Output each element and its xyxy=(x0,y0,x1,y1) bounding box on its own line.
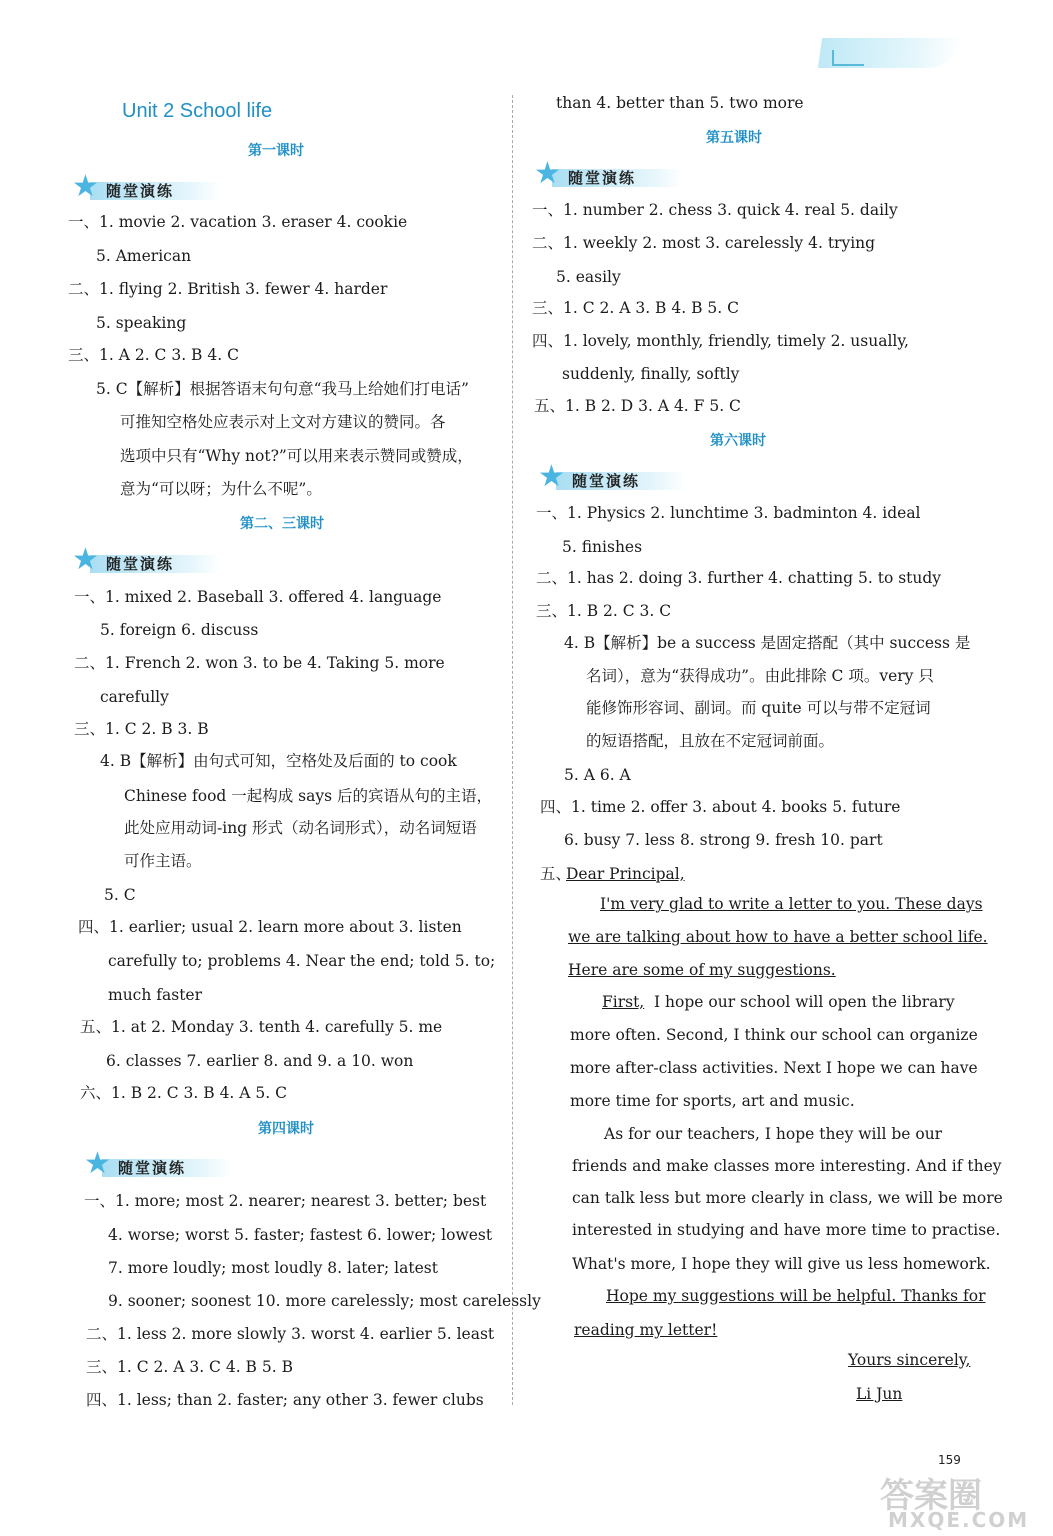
section-header xyxy=(84,1146,234,1181)
watermark-bottom: MXQE.COM xyxy=(888,1508,1030,1532)
answer-line: 三、1. C 2. B 3. B xyxy=(74,720,209,738)
section-header xyxy=(538,459,688,494)
watermark xyxy=(880,1468,1040,1532)
section-label: 随堂演练 xyxy=(572,472,641,490)
answer-line: 选项中只有“Why not?”可以用来表示赞同或赞成， xyxy=(120,447,473,465)
section-label: 随堂演练 xyxy=(568,169,637,187)
answer-line: 三、1. A 2. C 3. B 4. C xyxy=(68,346,239,364)
section-label: 随堂演练 xyxy=(106,182,175,200)
answer-line: 的短语搭配，且放在不定冠词前面。 xyxy=(586,732,835,750)
letter-line: I hope our school will open the library xyxy=(654,993,955,1011)
answer-line: 一、1. mixed 2. Baseball 3. offered 4. language xyxy=(74,588,442,606)
answer-line: 4. B【解析】be a success 是固定搭配（其中 success 是 xyxy=(564,634,971,652)
letter-signature: Li Jun xyxy=(856,1385,903,1403)
letter-line: friends and make classes more interesting. And if they xyxy=(572,1157,1002,1175)
header-decoration-line xyxy=(832,50,864,66)
answer-line: suddenly, finally, softly xyxy=(562,365,740,383)
answer-line: 5. finishes xyxy=(562,538,643,556)
letter-line: reading my letter! xyxy=(574,1321,718,1339)
answer-line: 一、1. number 2. chess 3. quick 4. real 5. daily xyxy=(532,201,898,219)
letter-line: can talk less but more clearly in class, we will be more xyxy=(572,1189,1003,1207)
answer-line: than 4. better than 5. two more xyxy=(556,94,804,112)
star-icon: ★ xyxy=(72,542,99,577)
answer-line: 此处应用动词-ing 形式（动名词形式），动名词短语 xyxy=(124,819,477,837)
answer-line: 一、1. movie 2. vacation 3. eraser 4. cookie xyxy=(68,213,408,231)
column-divider xyxy=(512,95,513,1405)
letter-closing: Yours sincerely, xyxy=(848,1351,971,1369)
watermark-top: 答案圈 xyxy=(880,1476,982,1516)
answer-line: 6. classes 7. earlier 8. and 9. a 10. won xyxy=(106,1052,414,1070)
answer-line: 可推知空格处应表示对上文对方建议的赞同。各 xyxy=(120,413,446,431)
answer-line: 5. C xyxy=(104,886,136,904)
answer-line: 六、1. B 2. C 3. B 4. A 5. C xyxy=(80,1084,287,1102)
answer-line: 四、1. time 2. offer 3. about 4. books 5. future xyxy=(540,798,901,816)
page-number: 159 xyxy=(938,1453,961,1467)
answer-line: 5. easily xyxy=(556,268,621,286)
letter-line: more time for sports, art and music. xyxy=(570,1092,855,1110)
answer-line: 5. American xyxy=(96,247,192,265)
star-icon: ★ xyxy=(84,1146,111,1181)
answer-line: 一、1. Physics 2. lunchtime 3. badminton 4. ideal xyxy=(536,504,921,522)
answer-line: 二、1. French 2. won 3. to be 4. Taking 5. more xyxy=(74,654,445,672)
letter-line: more after-class activities. Next I hope we can have xyxy=(570,1059,978,1077)
answer-line: carefully to; problems 4. Near the end; told 5. to; xyxy=(108,952,496,970)
answer-line: 6. busy 7. less 8. strong 9. fresh 10. part xyxy=(564,831,883,849)
letter-line: What's more, I hope they will give us less homework. xyxy=(572,1255,991,1273)
letter-line: interested in studying and have more time to practise. xyxy=(572,1221,1001,1239)
answer-line: 四、1. earlier; usual 2. learn more about 3. listen xyxy=(78,918,462,936)
letter-line: Here are some of my suggestions. xyxy=(568,961,836,979)
answer-line: 7. more loudly; most loudly 8. later; latest xyxy=(108,1259,438,1277)
section-header xyxy=(72,169,222,204)
answer-line: Chinese food 一起构成 says 后的宾语从句的主语， xyxy=(124,787,493,805)
letter-line: I'm very glad to write a letter to you. These days xyxy=(600,895,983,913)
answer-line: 可作主语。 xyxy=(124,852,202,870)
star-icon: ★ xyxy=(72,169,99,204)
answer-line: 五、1. at 2. Monday 3. tenth 4. carefully 5. me xyxy=(80,1018,443,1036)
lesson-5-heading: 第五课时 xyxy=(706,130,762,146)
letter-line: more often. Second, I think our school can organize xyxy=(570,1026,978,1044)
lesson-6-heading: 第六课时 xyxy=(710,433,766,449)
answer-line: 5. C【解析】根据答语末句句意“我马上给她们打电话” xyxy=(96,380,469,398)
lesson-4-heading: 第四课时 xyxy=(258,1121,314,1137)
answer-line: 二、1. weekly 2. most 3. carelessly 4. trying xyxy=(532,234,876,252)
answer-line: 4. worse; worst 5. faster; fastest 6. lower; lowest xyxy=(108,1226,493,1244)
answer-line: 三、1. B 2. C 3. C xyxy=(536,602,672,620)
answer-line: 名词），意为“获得成功”。由此排除 C 项。very 只 xyxy=(586,667,934,685)
answer-line: 能修饰形容词、副词。而 quite 可以与带不定冠词 xyxy=(586,699,931,717)
letter-line: we are talking about how to have a better school life. xyxy=(568,928,988,946)
letter-line: Hope my suggestions will be helpful. Thanks for xyxy=(606,1287,986,1305)
lesson-1-heading: 第一课时 xyxy=(248,143,304,159)
answer-line: 5. speaking xyxy=(96,314,187,332)
letter-prefix: 五、 xyxy=(540,865,572,883)
answer-line: 三、1. C 2. A 3. C 4. B 5. B xyxy=(86,1358,293,1376)
section-header xyxy=(534,156,684,191)
answer-line: 二、1. less 2. more slowly 3. worst 4. earlier 5. least xyxy=(86,1325,495,1343)
lesson-2-3-heading: 第二、三课时 xyxy=(240,516,324,532)
answer-line: 二、1. has 2. doing 3. further 4. chatting 5. to study xyxy=(536,569,942,587)
letter-line: As for our teachers, I hope they will be our xyxy=(604,1125,943,1143)
letter-first: First, xyxy=(602,993,645,1011)
star-icon: ★ xyxy=(534,156,561,191)
answer-line: 四、1. less; than 2. faster; any other 3. fewer clubs xyxy=(86,1391,484,1409)
answer-line: much faster xyxy=(108,986,203,1004)
section-label: 随堂演练 xyxy=(118,1159,187,1177)
answer-line: 4. B【解析】由句式可知，空格处及后面的 to cook xyxy=(100,752,457,770)
answer-line: 三、1. C 2. A 3. B 4. B 5. C xyxy=(532,299,739,317)
answer-line: 9. sooner; soonest 10. more carelessly; most carelessly xyxy=(108,1292,541,1310)
star-icon: ★ xyxy=(538,459,565,494)
letter-salutation: Dear Principal, xyxy=(566,865,685,883)
unit-title: Unit 2 School life xyxy=(122,100,273,122)
answer-line: 一、1. more; most 2. nearer; nearest 3. better; best xyxy=(84,1192,487,1210)
answer-line: 四、1. lovely, monthly, friendly, timely 2. usually, xyxy=(532,332,909,350)
answer-line: 5. A 6. A xyxy=(564,766,631,784)
section-header xyxy=(72,542,222,577)
section-label: 随堂演练 xyxy=(106,555,175,573)
answer-line: 二、1. flying 2. British 3. fewer 4. harder xyxy=(68,280,388,298)
answer-line: 五、1. B 2. D 3. A 4. F 5. C xyxy=(534,397,741,415)
answer-line: 5. foreign 6. discuss xyxy=(100,621,259,639)
answer-line: carefully xyxy=(100,688,169,706)
answer-line: 意为“可以呀；为什么不呢”。 xyxy=(120,480,322,498)
